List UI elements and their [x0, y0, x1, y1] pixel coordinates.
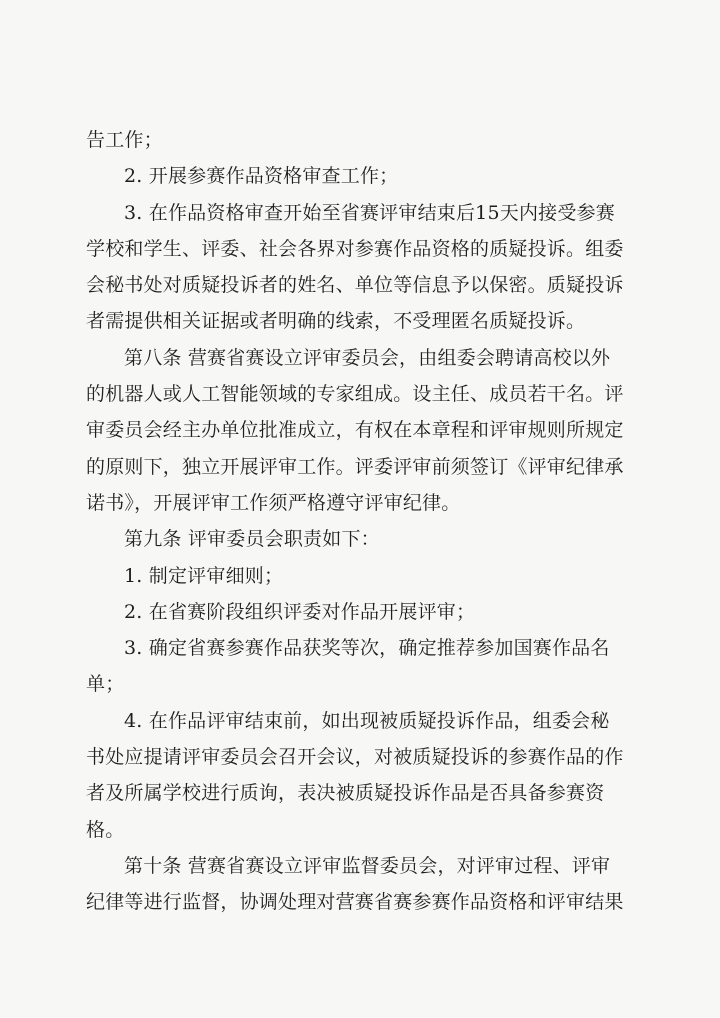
text-line: 3. 在作品资格审查开始至省赛评审结束后15天内接受参赛	[124, 201, 615, 224]
text-line: 者及所属学校进行质询，表决被质疑投诉作品是否具备参赛资	[86, 782, 605, 805]
text-line: 审委员会经主办单位批准成立，有权在本章程和评审规则所规定	[86, 419, 624, 442]
text-line: 格。	[86, 818, 125, 841]
text-line: 4. 在作品评审结束前，如出现被质疑投诉作品，组委会秘	[124, 709, 610, 732]
text-line: 3. 确定省赛参赛作品获奖等次，确定推荐参加国赛作品名	[124, 637, 610, 660]
text-line: 的机器人或人工智能领域的专家组成。设主任、成员若干名。评	[86, 383, 624, 406]
text-line: 2. 开展参赛作品资格审查工作；	[124, 165, 399, 188]
text-line: 者需提供相关证据或者明确的线索，不受理匿名质疑投诉。	[86, 310, 586, 333]
text-line: 会秘书处对质疑投诉者的姓名、单位等信息予以保密。质疑投诉	[86, 274, 624, 297]
text-line: 的原则下，独立开展评审工作。评委评审前须签订《评审纪律承	[86, 455, 624, 478]
text-line: 告工作；	[86, 129, 163, 151]
text-line: 1. 制定评审细则；	[124, 564, 284, 587]
text-line: 纪律等进行监督，协调处理对营赛省赛参赛作品资格和评审结果	[86, 891, 624, 914]
text-line: 单；	[86, 673, 125, 696]
document-body	[86, 122, 638, 921]
text-line: 诺书》，开展评审工作须严格遵守评审纪律。	[86, 491, 461, 514]
text-line: 书处应提请评审委员会召开会议，对被质疑投诉的参赛作品的作	[86, 746, 624, 769]
article-10-heading-line: 第十条 营赛省赛设立评审监督委员会，对评审过程、评审	[124, 854, 611, 877]
text-line: 学校和学生、评委、社会各界对参赛作品资格的质疑投诉。组委	[86, 237, 624, 260]
article-8-heading-line: 第八条 营赛省赛设立评审委员会，由组委会聘请高校以外	[124, 346, 611, 369]
article-9-heading-line: 第九条 评审委员会职责如下：	[124, 528, 380, 551]
text-line: 2. 在省赛阶段组织评委对作品开展评审；	[124, 600, 476, 623]
